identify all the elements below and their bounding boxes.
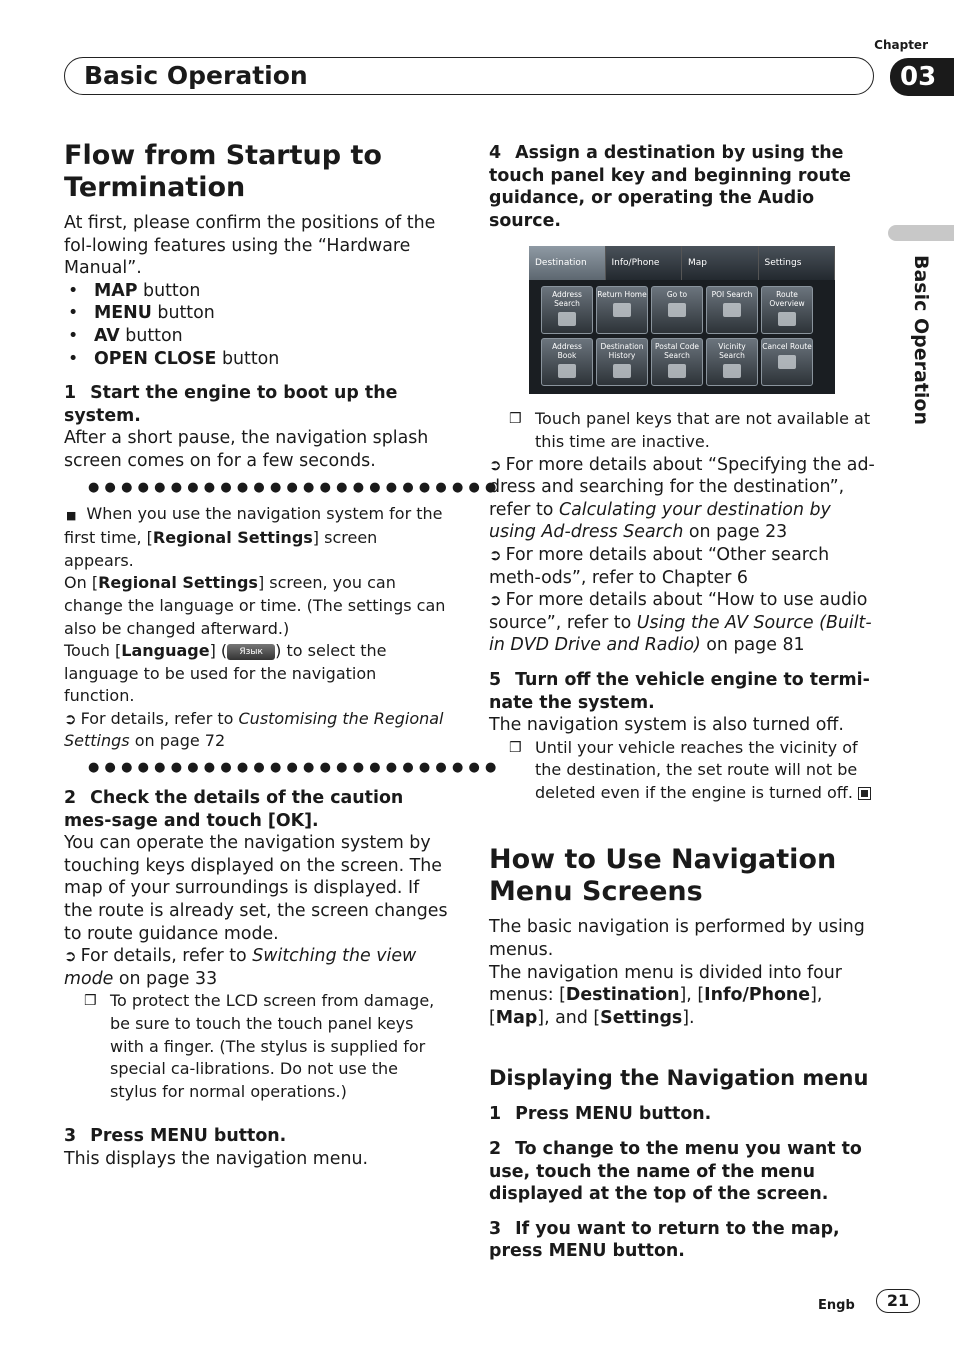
arrow-icon: ➲ bbox=[489, 455, 502, 474]
list-item: • OPEN CLOSE button bbox=[68, 348, 280, 369]
step-2-heading: 2 Check the details of the caution mes-sage and touch [OK]. bbox=[64, 788, 404, 831]
menu-tile-grid bbox=[541, 286, 813, 386]
tile-vicinity-search: Vicinity Search bbox=[706, 338, 758, 386]
menus-list-text: The navigation menu is divided into four menus: [Destination], [Info/Phone], [Map], and [Settings]. bbox=[489, 962, 842, 1028]
tile-icon bbox=[668, 303, 686, 317]
language-instruction: Touch [Language] ( Язык ) to select the language to be used for the navigation function. bbox=[64, 641, 387, 706]
tile-return-home: Return Home bbox=[596, 286, 648, 334]
list-item: • MENU button bbox=[68, 303, 215, 324]
regional-reference: ➲ For details, refer to Customising the Regional Settings on page 72 bbox=[64, 708, 444, 751]
navigation-menu-screenshot bbox=[529, 246, 835, 394]
chapter-label: Chapter bbox=[874, 38, 928, 52]
subsection-title: Displaying the Navigation menu bbox=[489, 1066, 869, 1091]
tile-icon bbox=[558, 364, 576, 378]
checkbox-icon: ❒ bbox=[84, 993, 97, 1010]
arrow-icon: ➲ bbox=[64, 947, 77, 966]
step-1-body: After a short pause, the navigation splash screen comes on for a few seconds. bbox=[64, 428, 429, 471]
list-item: • MAP button bbox=[68, 280, 201, 301]
step-5-body: The navigation system is also turned off. bbox=[489, 715, 844, 736]
step-3-body: This displays the navigation menu. bbox=[64, 1148, 369, 1169]
menu-step-2: 2 To change to the menu you want to use, touch the name of the menu displayed at the top of the screen. bbox=[489, 1139, 862, 1205]
tile-postal-code-search: Postal Code Search bbox=[651, 338, 703, 386]
side-section-label: Basic Operation bbox=[910, 255, 932, 426]
tile-icon bbox=[723, 364, 741, 378]
tab-map: Map bbox=[682, 246, 759, 280]
tile-icon bbox=[613, 364, 631, 378]
audio-source-reference: ➲ For more details about “How to use audio source”, refer to Using the AV Source (Built-in DVD Drive and Radio) on page 81 bbox=[489, 590, 872, 656]
page-number: 21 bbox=[876, 1289, 920, 1313]
arrow-icon: ➲ bbox=[489, 591, 502, 610]
end-mark-icon bbox=[858, 787, 871, 800]
hardware-list bbox=[64, 280, 448, 370]
side-tab-marker bbox=[888, 225, 954, 241]
inactive-keys-note: ❒ Touch panel keys that are not available at this time are inactive. bbox=[489, 408, 877, 453]
tile-icon bbox=[778, 355, 796, 369]
tile-poi-search: POI Search bbox=[706, 286, 758, 334]
language-code: Engb bbox=[818, 1298, 855, 1313]
intro-text: At first, please confirm the positions of the fol-lowing features using the “Hardware Manual”. bbox=[64, 213, 436, 279]
tile-cancel-route: Cancel Route bbox=[761, 338, 813, 386]
left-column bbox=[64, 140, 502, 1171]
divider-dots: ●●●●●●●●●●●●●●●●●●●●●●●●● bbox=[88, 760, 502, 776]
step-5-heading: 5 Turn off the vehicle engine to termi-nate the system. bbox=[489, 669, 870, 713]
tile-icon bbox=[778, 312, 796, 326]
chapter-number: 03 bbox=[890, 58, 954, 96]
step-2-reference: ➲ For details, refer to Switching the view mode on page 33 bbox=[64, 946, 417, 989]
checkbox-icon: ❒ bbox=[509, 739, 522, 756]
route-note: ❒ Until your vehicle reaches the vicinity of the destination, the set route will not be deleted even if the engine is turned off. bbox=[489, 737, 877, 805]
page-title: Flow from Startup to Termination bbox=[64, 140, 382, 203]
tab-destination: Destination bbox=[529, 246, 606, 280]
step-1-heading: 1 Start the engine to boot up the system. bbox=[64, 383, 398, 426]
menus-intro: The basic navigation is performed by using menus. bbox=[489, 917, 865, 961]
tile-address-search: Address Search bbox=[541, 286, 593, 334]
tile-address-book: Address Book bbox=[541, 338, 593, 386]
step-4-heading: 4 Assign a destination by using the touch panel key and beginning route guidance, or operating the Audio source. bbox=[489, 143, 851, 231]
section-title-menu-screens: How to Use Navigation Menu Screens bbox=[489, 844, 837, 908]
tab-info-phone: Info/Phone bbox=[606, 246, 683, 280]
regional-note: ■ When you use the navigation system for the first time, [Regional Settings] screen appears. bbox=[64, 503, 443, 570]
menu-step-3: 3 If you want to return to the map, press MENU button. bbox=[489, 1218, 840, 1262]
arrow-icon: ➲ bbox=[489, 545, 502, 564]
address-search-reference: ➲ For more details about “Specifying the ad-dress and searching for the destination”, refer to Calculating your destination by using Ad-dress Search on page 23 bbox=[489, 454, 875, 543]
search-methods-reference: ➲ For more details about “Other search meth-ods”, refer to Chapter 6 bbox=[489, 544, 830, 588]
step-3-heading: 3 Press MENU button. bbox=[64, 1126, 287, 1147]
tile-icon bbox=[558, 312, 576, 326]
arrow-icon: ➲ bbox=[64, 709, 77, 728]
step-2-note: ❒ To protect the LCD screen from damage, be sure to touch the touch panel keys with a finger. (The stylus is supplied for special ca-librations. Do not use the stylus for normal operations.) bbox=[64, 990, 448, 1103]
menu-step-1: 1 Press MENU button. bbox=[489, 1104, 712, 1125]
list-item: • AV button bbox=[68, 325, 183, 346]
tab-settings: Settings bbox=[759, 246, 836, 280]
language-key-icon: Язык bbox=[227, 644, 275, 660]
right-column bbox=[489, 140, 877, 1263]
step-2-body: You can operate the navigation system by touching keys displayed on the screen. The map of your surroundings is displayed. If the route is already set, the screen changes to route guidance mode. bbox=[64, 833, 448, 944]
tile-icon bbox=[668, 364, 686, 378]
menu-tabs bbox=[529, 246, 835, 280]
tile-route-overview: Route Overview bbox=[761, 286, 813, 334]
tile-go-to: Go to bbox=[651, 286, 703, 334]
section-title: Basic Operation bbox=[84, 61, 308, 90]
checkbox-icon: ❒ bbox=[509, 411, 522, 428]
tile-destination-history: Destination History bbox=[596, 338, 648, 386]
divider-dots: ●●●●●●●●●●●●●●●●●●●●●●●●● bbox=[88, 479, 502, 495]
regional-note-2: On [Regional Settings] screen, you can change the language or time. (The settings can also be changed afterward.) bbox=[64, 573, 446, 638]
tile-icon bbox=[613, 303, 631, 317]
tile-icon bbox=[723, 303, 741, 317]
